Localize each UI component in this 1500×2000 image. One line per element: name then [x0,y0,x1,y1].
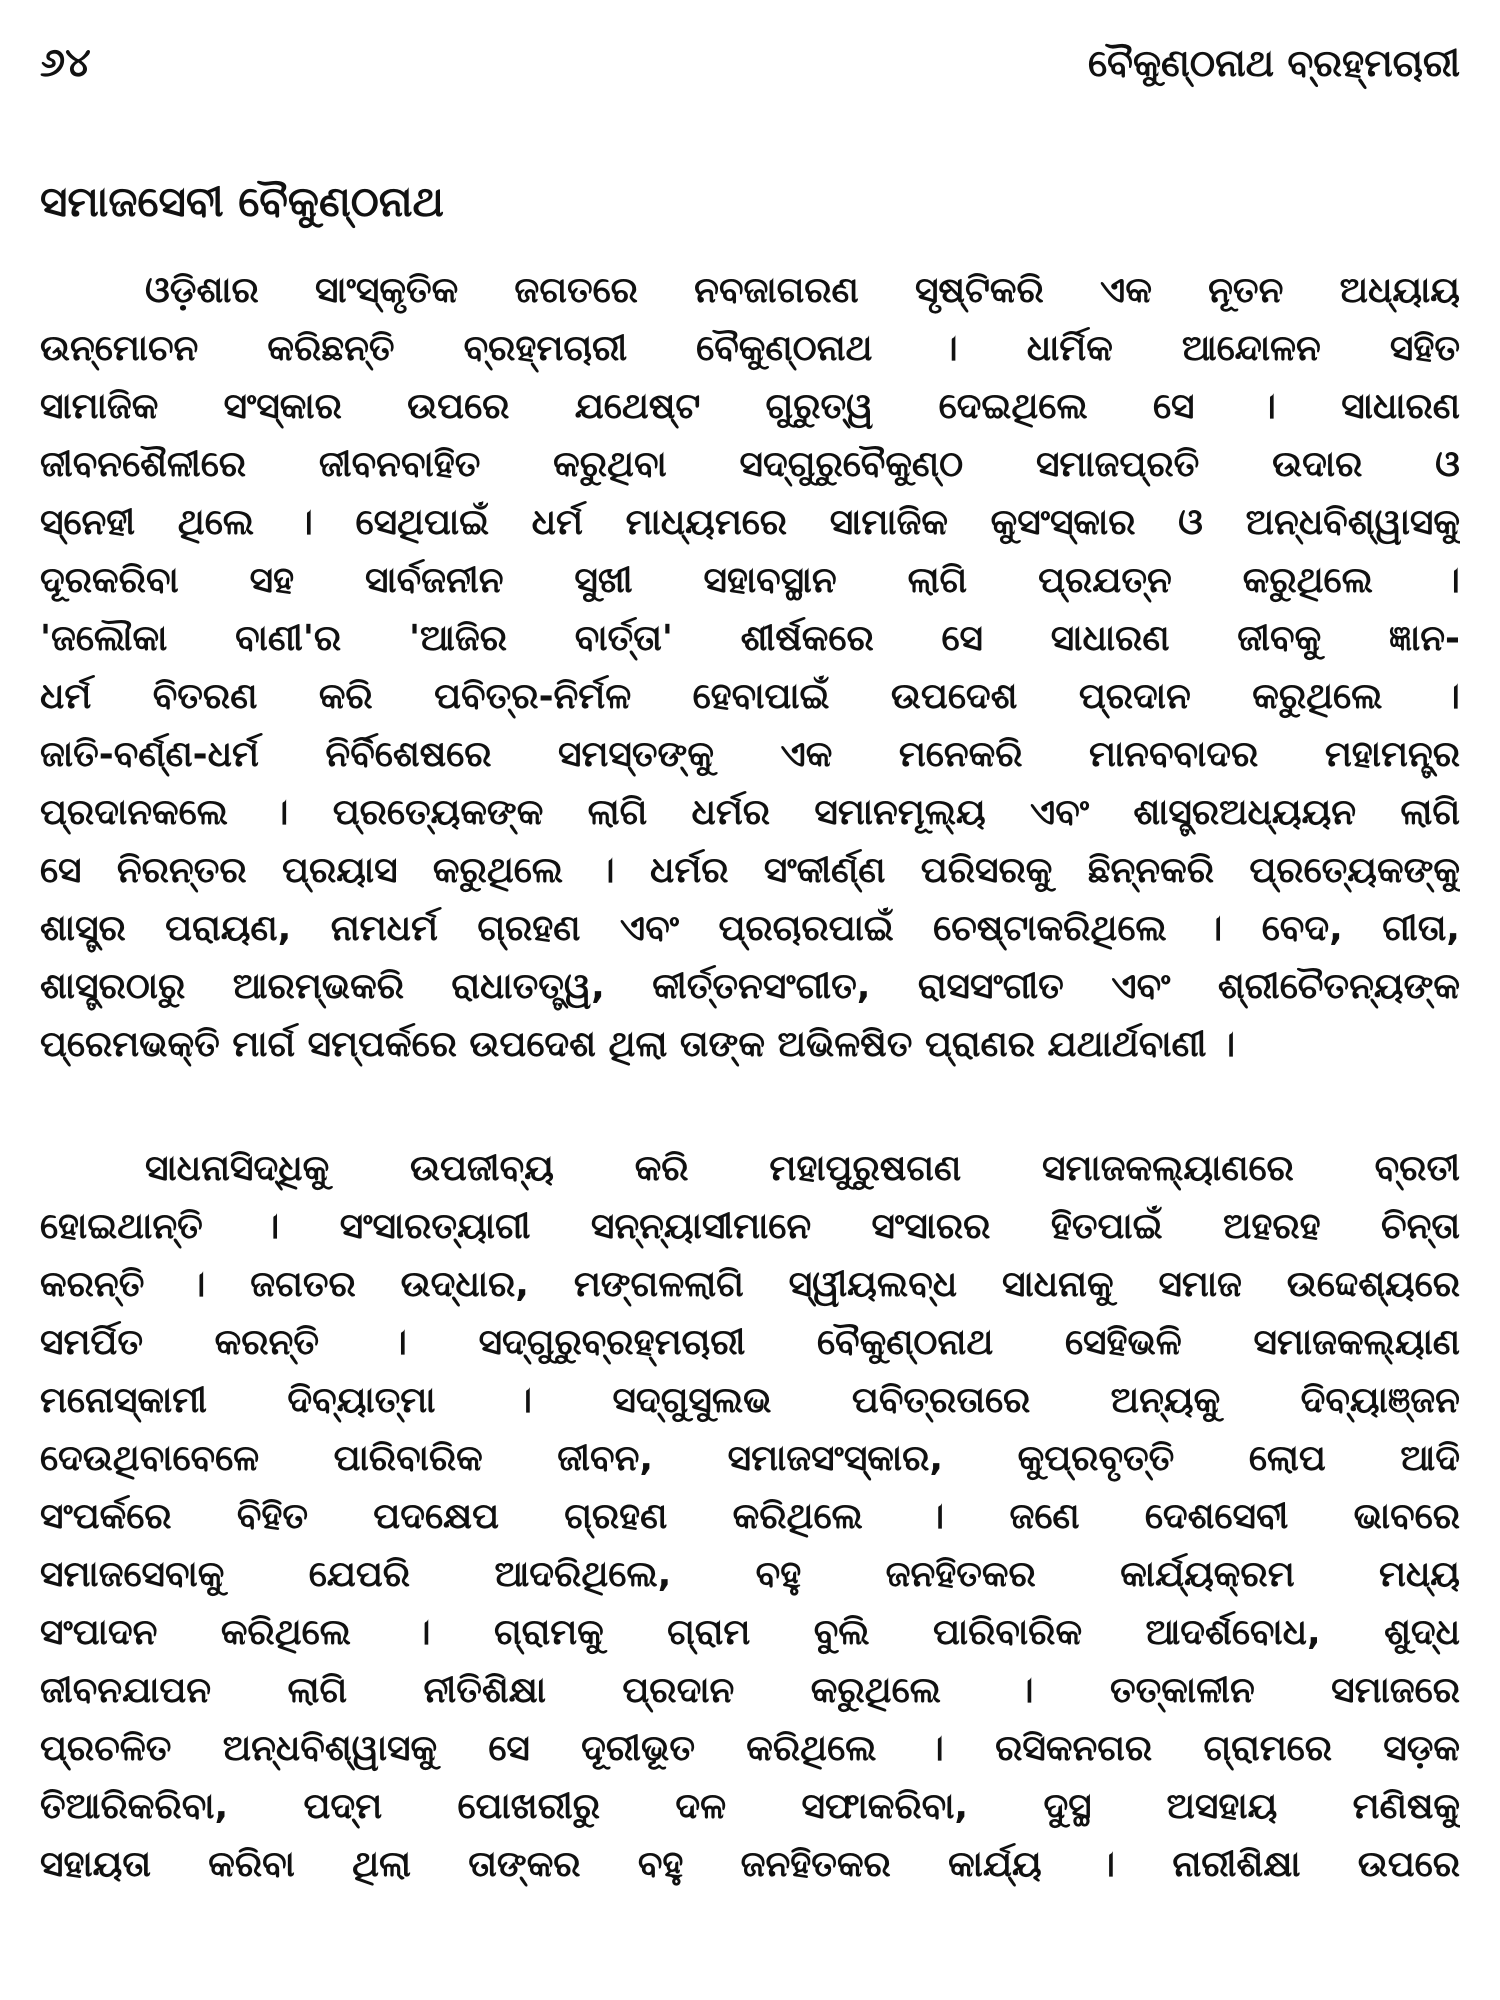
text-line: ହୋଇଥାନ୍ତି । ସଂସାରତ୍ୟାଗୀ ସନ୍ନ୍ୟାସୀମାନେ ସଂସାରର ହିତପାଇଁ ଅହରହ ଚିନ୍ତା [40,1206,1460,1247]
text-line: ଉନ୍ମୋଚନ କରିଛନ୍ତି ବ୍ରହ୍ମଚାରୀ ବୈକୁଣ୍ଠନାଥ । ଧାର୍ମିକ ଆନ୍ଦୋଳନ ସହିତ [40,328,1460,369]
text-line: ଶାସ୍ତ୍ର ପରାୟଣ, ନାମଧର୍ମ ଗ୍ରହଣ ଏବଂ ପ୍ରଚାରପାଇଁ ଚେଷ୍ଟାକରିଥିଲେ । ବେଦ, ଗୀତା, [40,908,1460,949]
text-line: ଶାସ୍ତ୍ରଠାରୁ ଆରମ୍ଭକରି ରାଧାତତ୍ତ୍ୱ, କୀର୍ତ୍ତନସଂଗୀତ, ରାସସଂଗୀତ ଏବଂ ଶ୍ରୀଚୈତନ୍ୟଙ୍କ [40,966,1460,1007]
text-line: ଜୀବନଶୈଳୀରେ ଜୀବନବାହିତ କରୁଥିବା ସଦ୍ଗୁରୁବୈକୁଣ୍ଠ ସମାଜପ୍ରତି ଉଦାର ଓ [40,444,1460,485]
text-line: କରନ୍ତି । ଜଗତର ଉଦ୍ଧାର, ମଙ୍ଗଳଲାଗି ସ୍ୱୀୟଲବ୍ଧ ସାଧନାକୁ ସମାଜ ଉଦ୍ଦେଶ୍ୟରେ [40,1264,1460,1305]
text-line: ଦେଉଥିବାବେଳେ ପାରିବାରିକ ଜୀବନ, ସମାଜସଂସ୍କାର, କୁପ୍ରବୃତ୍ତି ଲୋପ ଆଦି [40,1438,1460,1479]
page-header [40,28,1460,98]
text-line: 'ଜଲୌକା ବାଣୀ'ର 'ଆଜିର ବାର୍ତ୍ତା' ଶୀର୍ଷକରେ ସେ ସାଧାରଣ ଜୀବକୁ ଜ୍ଞାନ- [40,618,1460,659]
text-line: ସହାୟତା କରିବା ଥିଲା ତାଙ୍କର ବହୁ ଜନହିତକର କାର୍ଯ୍ୟ । ନାରୀଶିକ୍ଷା ଉପରେ [40,1844,1460,1885]
paragraph [40,262,1460,1074]
text-line: ପ୍ରଦାନକଲେ । ପ୍ରତ୍ୟେକଙ୍କ ଲାଗି ଧର୍ମର ସମାନମୂଲ୍ୟ ଏବଂ ଶାସ୍ତ୍ରଅଧ୍ୟୟନ ଲାଗି [40,792,1460,833]
text-line: ମନୋସ୍କାମୀ ଦିବ୍ୟାତ୍ମା । ସଦ୍ଗୁସୁଲଭ ପବିତ୍ରତାରେ ଅନ୍ୟକୁ ଦିବ୍ୟାଞ୍ଜନ [40,1380,1460,1421]
paragraph [40,1140,1460,1894]
text-line: ସଂପର୍କରେ ବିହିତ ପଦକ୍ଷେପ ଗ୍ରହଣ କରିଥିଲେ । ଜଣେ ଦେଶସେବୀ ଭାବରେ [40,1496,1460,1537]
page-number: ୬୪ [40,40,91,86]
text-line: ଓଡ଼ିଶାର ସାଂସ୍କୃତିକ ଜଗତରେ ନବଜାଗରଣ ସୃଷ୍ଟିକରି ଏକ ନୂତନ ଅଧ୍ୟାୟ [145,270,1460,311]
section-heading: ସମାଜସେବୀ ବୈକୁଣ୍ଠନାଥ [40,177,444,226]
text-line: ପ୍ରେମଭକ୍ତି ମାର୍ଗ ସମ୍ପର୍କରେ ଉପଦେଶ ଥିଲା ତାଙ୍କ ଅଭିଳଷିତ ପ୍ରାଣର ଯଥାର୍ଥବାଣୀ । [40,1024,1236,1065]
text-line: ତିଆରିକରିବା, ପଦ୍ମ ପୋଖରୀରୁ ଦଳ ସଫାକରିବା, ଦୁସ୍ଥ ଅସହାୟ ମଣିଷକୁ [40,1786,1460,1827]
text-line: ସେ ନିରନ୍ତର ପ୍ରୟାସ କରୁଥିଲେ । ଧର୍ମର ସଂକୀର୍ଣ୍ଣ ପରିସରକୁ ଛିନ୍ନକରି ପ୍ରତ୍ୟେକଙ୍କୁ [40,850,1460,891]
text-line: ଜୀବନଯାପନ ଲାଗି ନୀତିଶିକ୍ଷା ପ୍ରଦାନ କରୁଥିଲେ । ତତ୍କାଳୀନ ସମାଜରେ [40,1670,1460,1711]
text-line: ଧର୍ମ ବିତରଣ କରି ପବିତ୍ର-ନିର୍ମଳ ହେବାପାଇଁ ଉପଦେଶ ପ୍ରଦାନ କରୁଥିଲେ । [40,676,1460,717]
text-line: ସଂପାଦନ କରିଥିଲେ । ଗ୍ରାମକୁ ଗ୍ରାମ ବୁଲି ପାରିବାରିକ ଆଦର୍ଶବୋଧ, ଶୁଦ୍ଧ [40,1612,1460,1653]
text-line: ସାମାଜିକ ସଂସ୍କାର ଉପରେ ଯଥେଷ୍ଟ ଗୁରୁତ୍ୱ ଦେଇଥିଲେ ସେ । ସାଧାରଣ [40,386,1460,427]
text-line: ପ୍ରଚଳିତ ଅନ୍ଧବିଶ୍ୱାସକୁ ସେ ଦୂରୀଭୂତ କରିଥିଲେ । ରସିକନଗର ଗ୍ରାମରେ ସଡ଼କ [40,1728,1460,1769]
text-line: ଦୂରକରିବା ସହ ସାର୍ବଜନୀନ ସୁଖୀ ସହାବସ୍ଥାନ ଲାଗି ପ୍ରଯତ୍ନ କରୁଥିଲେ । [40,560,1460,601]
text-line: ସମର୍ପିତ କରନ୍ତି । ସଦ୍ଗୁରୁବ୍ରହ୍ମଚାରୀ ବୈକୁଣ୍ଠନାଥ ସେହିଭଳି ସମାଜକଲ୍ୟାଣ [40,1322,1460,1363]
text-line: ସାଧନାସିଦ୍ଧିକୁ ଉପଜୀବ୍ୟ କରି ମହାପୁରୁଷଗଣ ସମାଜକଲ୍ୟାଣରେ ବ୍ରତୀ [145,1148,1460,1189]
text-line: ସମାଜସେବାକୁ ଯେପରି ଆଦରିଥିଲେ, ବହୁ ଜନହିତକର କାର୍ଯ୍ୟକ୍ରମ ମଧ୍ୟ [40,1554,1460,1595]
running-head: ବୈକୁଣ୍ଠନାଥ ବ୍ରହ୍ମଚାରୀ [1088,41,1460,85]
text-line: ସ୍ନେହୀ ଥିଲେ । ସେଥିପାଇଁ ଧର୍ମ ମାଧ୍ୟମରେ ସାମାଜିକ କୁସଂସ୍କାର ଓ ଅନ୍ଧବିଶ୍ୱାସକୁ [40,502,1460,543]
text-line: ଜାତି-ବର୍ଣ୍ଣ-ଧର୍ମ ନିର୍ବିଶେଷରେ ସମସ୍ତଙ୍କୁ ଏକ ମନେକରି ମାନବବାଦର ମହାମନ୍ତ୍ର [40,734,1460,775]
